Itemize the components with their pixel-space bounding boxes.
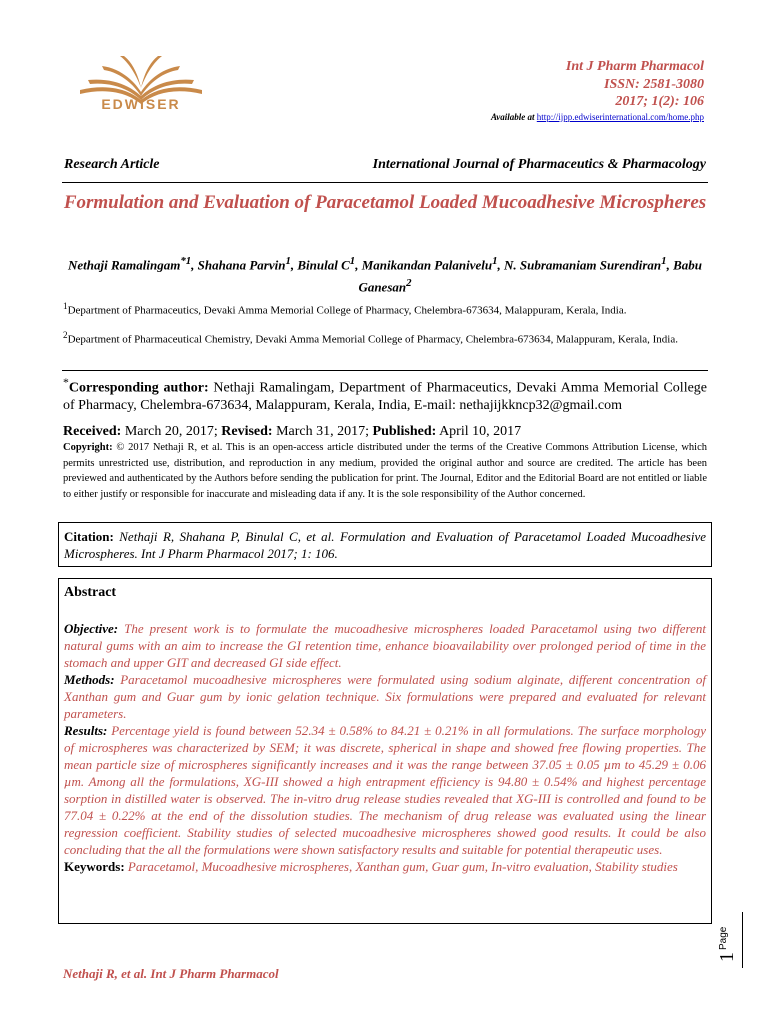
journal-title: Int J Pharm Pharmacol [565,59,704,74]
page-number-rule [742,912,743,968]
author-name: Manikandan Palanivelu [361,257,493,273]
affiliation-number: 1 [63,301,68,311]
journal-full-name: International Journal of Pharmaceutics & Pharmacology [372,157,706,172]
published-date: April 10, 2017 [439,424,522,439]
available-label: Available at [490,112,535,122]
author-sup: 1 [349,255,356,267]
copyright-text: © 2017 Nethaji R, et al. This is an open-access article distributed under the terms of the Creative Commons Attribution License, which permits unrestricted use, distribution, and reproduction in any medium, provided the original author and source are credited. The article has been previewed and authenticated by the Authors before sending the publication for print. The Journal, Editor and the Editorial Board are not entitled or liable to either justify or responsible for inaccurate and misleading data if any. It is the sole responsibility of the Author concerned. [63,442,707,500]
journal-issn: ISSN: 2581-3080 [604,77,704,92]
page-number-tag [712,910,762,970]
abstract-heading: Abstract [64,585,117,600]
abstract-objective [64,620,706,671]
author-name: Binulal C [297,257,350,273]
abstract-body [64,620,706,875]
affiliation-number: 2 [63,330,68,340]
results-label: Results: [64,723,108,738]
affiliation [63,300,707,318]
journal-volume: 2017; 1(2): 106 [615,94,704,109]
revised-date: March 31, 2017; [276,424,370,439]
copyright-label: Copyright: [63,442,113,453]
journal-url-link[interactable]: http://ijpp.edwiserinternational.com/home.php [536,112,704,122]
author-sup: 1 [492,255,498,267]
page-word: Page [718,926,729,950]
results-text: Percentage yield is found between 52.34 ± 0.58% to 84.21 ± 0.21% in all formulations. The surface morphology of microspheres was characterized by SEM; it was discrete, spherical in shape and showed free flowing properties. The mean particle size of microspheres significantly increases and it was the range between 37.05 ± 0.05 µm to 45.29 ± 0.06 µm. Among all the formulations, XG-III showed a high entrapment efficiency is 94.80 ± 0.54% and highest percentage sorption in distilled water is observed. The in-vitro drug release studies revealed that XG-III is controlled and found to be 77.04 ± 0.22% at the end of the dissolution studies. The mechanism of drug release was evaluated using the linear regression coefficient. Stability studies of selected mucoadhesive microspheres showed good results. It could be also concluding that the all the formulations were shown satisfactory results and suitable for potential therapeutic uses. [64,723,707,857]
citation-label: Citation: [64,529,114,544]
affiliation-text: Department of Pharmaceutical Chemistry, Devaki Amma Memorial College of Pharmacy, Chelembra-673634, Malappuram, Kerala, India. [67,333,678,346]
copyright-notice [63,440,707,502]
article-title: Formulation and Evaluation of Paracetamol Loaded Mucoadhesive Microspheres [63,192,707,213]
corresponding-author [63,374,707,414]
objective-text: The present work is to formulate the mucoadhesive microspheres loaded Paracetamol using two different natural gums with an aim to increase the GI retention time, enhance bioavailability over prolonged period of time in the stomach and upper GIT and decreased GI side effect. [64,621,707,670]
page-footer: Nethaji R, et al. Int J Pharm Pharmacol [63,966,279,981]
author-sup: 1 [661,255,667,267]
affiliation-text: Department of Pharmaceutics, Devaki Amma Memorial College of Pharmacy, Chelembra-673634, Malappuram, Kerala, India. [67,304,627,317]
keywords-text: Paracetamol, Mucoadhesive microspheres, Xanthan gum, Guar gum, In-vitro evaluation, Stability studies [127,859,678,874]
author-sup: 1 [285,255,291,267]
header-divider [62,182,708,183]
author-name: Nethaji Ramalingam [68,257,181,273]
affiliation-divider [62,370,708,371]
citation-text: Nethaji R, Shahana P, Binulal C, et al. Formulation and Evaluation of Paracetamol Loaded Mucoadhesive Microspheres. Int J Pharm Pharmacol 2017; 1: 106. [64,529,707,561]
corresponding-star: * [63,376,69,389]
article-dates [63,423,707,440]
objective-label: Objective: [64,621,119,636]
received-date: March 20, 2017; [124,424,218,439]
received-label: Received: [63,424,122,439]
corresponding-text: Nethaji Ramalingam, Department of Pharmaceutics, Devaki Amma Memorial College of Pharmacy, Chelembra-673634, Malappuram, Kerala, India, E-mail: nethajijkkncp32@gmail.com [63,380,708,413]
author-sup: 2 [406,277,412,290]
author-list: Nethaji Ramalingam$^{*1}$, Shahana Parvin$^1$, Binulal $C^1$, Manikandan Palanivelu$^1$, N. Subramaniam Surendiran$^1$, Babu Ganesan$^2$ [68,255,702,295]
author-name: Shahana Parvin [197,257,286,273]
corresponding-label: Corresponding author: [68,380,209,396]
methods-label: Methods: [64,672,115,687]
keywords-label: Keywords: [64,859,125,874]
author-name: N. Subramaniam Surendiran [504,257,662,273]
author-sup: *1 [180,255,192,267]
citation [64,528,706,562]
page-number: 1 [716,952,738,962]
methods-text: Paracetamol mucoadhesive microspheres were formulated using sodium alginate, different concentration of Xanthan gum and Guar gum by ionic gelation technique. Six formulations were prepared and evaluated for relevant parameters. [64,672,707,721]
abstract-results [64,722,706,858]
revised-label: Revised: [221,424,273,439]
abstract-methods [64,671,706,722]
abstract-keywords [64,858,706,875]
article-type: Research Article [64,157,160,172]
published-label: Published: [372,424,437,439]
affiliation [63,329,707,347]
author-name: Babu Ganesan [358,257,702,295]
logo-wordmark: EDWISER [101,96,181,112]
availability-line [491,112,704,122]
